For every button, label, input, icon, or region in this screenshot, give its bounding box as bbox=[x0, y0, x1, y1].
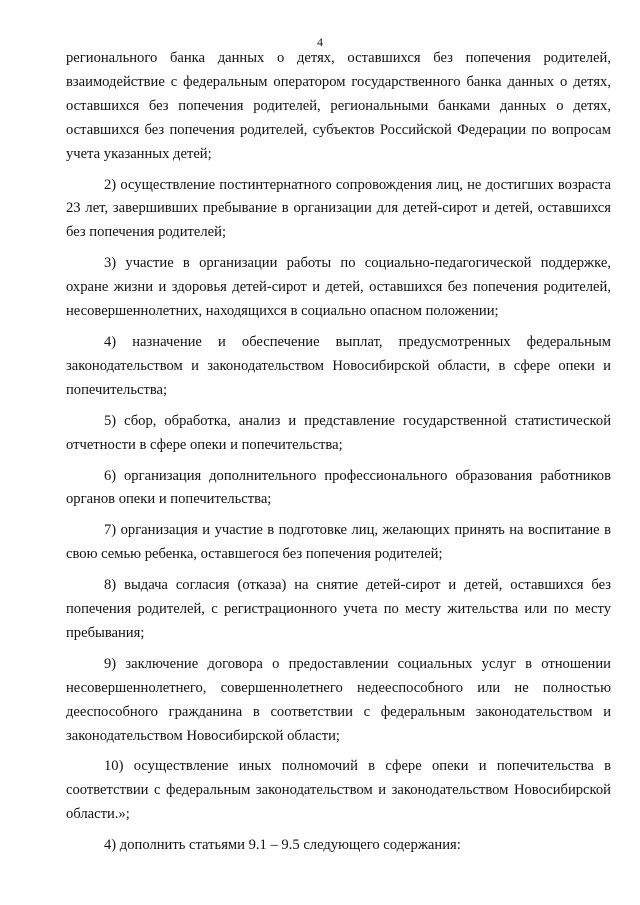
page-number: 4 bbox=[317, 35, 323, 49]
paragraph-item-9: 9) заключение договора о предоставлении социальных услуг в отношении несовершеннолетнего, совершеннолетнего недееспособного или не полностью дееспособного гражданина в соответствии с федеральным законодательством и законодательством Новосибирской области; bbox=[66, 655, 611, 744]
paragraph-item-8: 8) выдача согласия (отказа) на снятие детей-сирот и детей, оставшихся без попечения родителей, с регистрационного учета по месту жительства или по месту пребывания; bbox=[66, 577, 611, 641]
paragraph-item-10: 10) осуществление иных полномочий в сфере опеки и попечительства в соответствии с федеральным законодательством и законодательством Новосибирской области.»; bbox=[66, 758, 611, 823]
paragraph-item-2: 2) осуществление постинтернатного сопровождения лиц, не достигших возраста 23 лет, завершивших пребывание в организации для детей-сирот и детей, оставшихся без попечения родителей; bbox=[66, 176, 611, 241]
paragraph-item-4: 4) назначение и обеспечение выплат, предусмотренных федеральным законодательством и законодательством Новосибирской области, в сфере опеки и попечительства; bbox=[66, 333, 611, 398]
paragraph-item-3: 3) участие в организации работы по социально-педагогической поддержке, охране жизни и здоровья детей-сирот и детей, оставшихся без попечения родителей, несовершеннолетних, находящихся в социально опасном положении; bbox=[66, 255, 611, 320]
document-body bbox=[66, 47, 611, 858]
paragraph-amendment-4: 4) дополнить статьями 9.1 – 9.5 следующего содержания: bbox=[104, 837, 461, 854]
paragraph-item-7: 7) организация и участие в подготовке лиц, желающих принять на воспитание в свою семью ребенка, оставшегося без попечения родителей; bbox=[66, 522, 611, 563]
paragraph-item-5: 5) сбор, обработка, анализ и представление государственной статистической отчетности в сфере опеки и попечительства; bbox=[66, 412, 611, 453]
paragraph-continuation: регионального банка данных о детях, оставшихся без попечения родителей, взаимодействие с федеральным оператором государственного банка данных о детях, оставшихся без попечения родителей, региональными банками данных о детях, оставшихся без попечения родителей, субъектов Российской Федерации по вопросам учета указанных детей; bbox=[66, 50, 611, 162]
paragraph-item-6: 6) организация дополнительного профессионального образования работников органов опеки и попечительства; bbox=[66, 467, 611, 508]
